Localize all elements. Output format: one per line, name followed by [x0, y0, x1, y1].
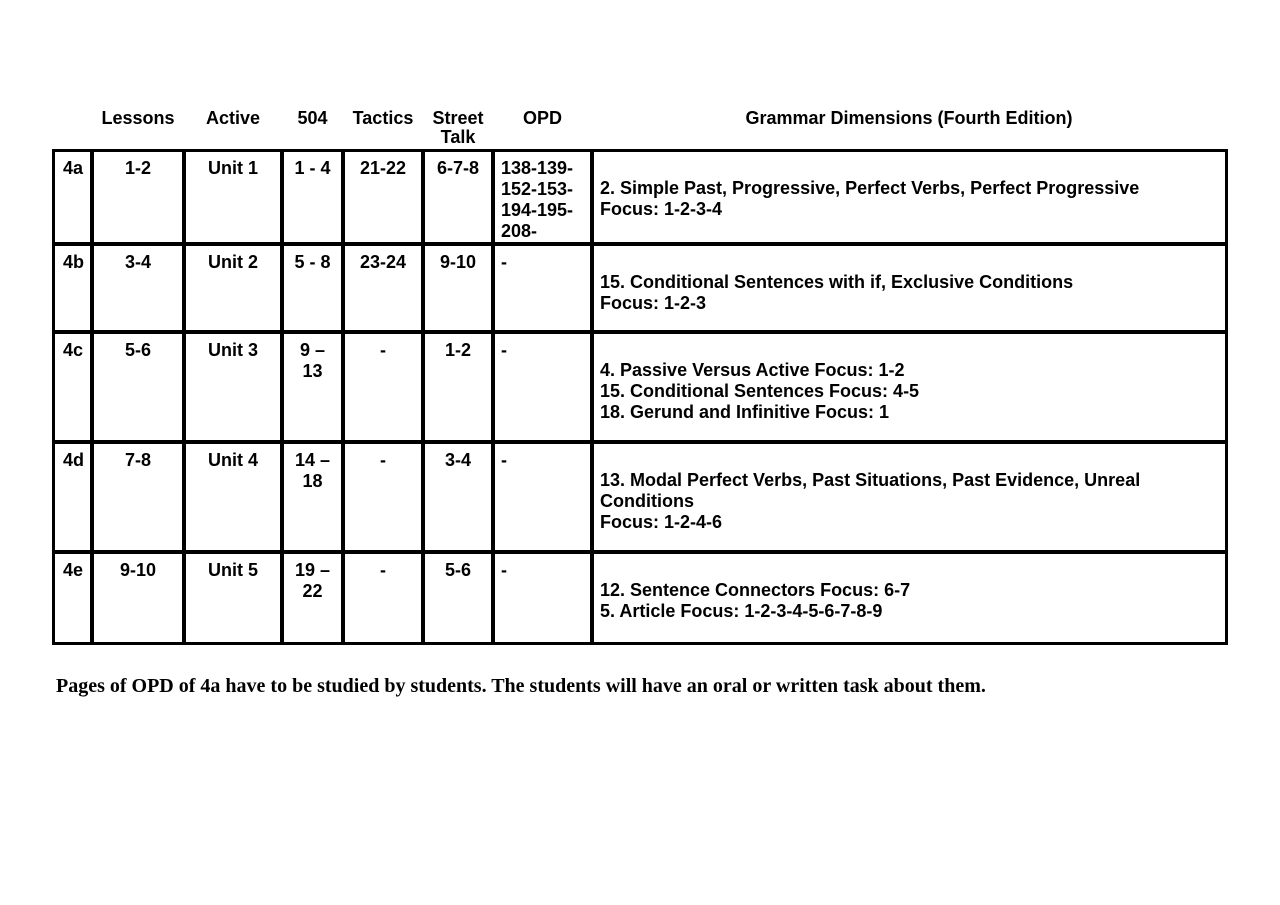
schedule-table [52, 149, 1228, 645]
header-504: 504 [297, 108, 328, 128]
c504-line: 19 – [294, 560, 331, 580]
c504-line: 9 – [299, 340, 326, 360]
header-active: Active [205, 108, 261, 128]
c504-line: 13 [302, 361, 323, 381]
lessons-cell: 5-6 [94, 334, 186, 444]
tactics-cell: 23-24 [345, 246, 425, 334]
grammar-line: Focus: 1-2-3 [600, 293, 707, 313]
street-talk-cell: 3-4 [425, 444, 495, 554]
lessons-cell: 3-4 [94, 246, 186, 334]
table-row [55, 554, 1225, 642]
opd-line: 138-139- [501, 158, 574, 178]
row-label-cell: 4e [55, 554, 94, 642]
header-lessons: Lessons [101, 108, 175, 128]
row-label-cell: 4d [55, 444, 94, 554]
grammar-line: 13. Modal Perfect Verbs, Past Situations, Past Evidence, Unreal Conditions [600, 470, 1141, 511]
street-talk-cell: 5-6 [425, 554, 495, 642]
header-street-talk [423, 108, 493, 148]
schedule-body [55, 152, 1225, 642]
grammar-line: 15. Conditional Sentences with if, Exclusive Conditions [600, 272, 1074, 292]
lessons-cell: 9-10 [94, 554, 186, 642]
lessons-cell: 7-8 [94, 444, 186, 554]
header-street-talk-line2: Talk [440, 127, 476, 147]
active-cell: Unit 1 [186, 152, 284, 246]
header-grammar-dimensions: Grammar Dimensions (Fourth Edition) [745, 108, 1073, 128]
grammar-line: 15. Conditional Sentences Focus: 4-5 [600, 381, 920, 401]
opd-line: 194-195- [501, 200, 574, 220]
opd-cell [495, 152, 594, 246]
opd-cell: - [495, 246, 594, 334]
opd-line: 152-153- [501, 179, 574, 199]
lessons-cell: 1-2 [94, 152, 186, 246]
grammar-cell [594, 334, 1225, 444]
opd-line: 208- [501, 221, 538, 241]
grammar-line: Focus: 1-2-4-6 [600, 512, 723, 532]
header-tactics: Tactics [352, 108, 414, 128]
c504-cell: 1 - 4 [284, 152, 345, 246]
tactics-cell: 21-22 [345, 152, 425, 246]
street-talk-cell: 6-7-8 [425, 152, 495, 246]
header-street-talk-line1: Street [432, 108, 484, 128]
active-cell: Unit 3 [186, 334, 284, 444]
c504-line: 18 [302, 471, 323, 491]
tactics-cell: - [345, 554, 425, 642]
row-label-cell: 4b [55, 246, 94, 334]
c504-cell: 5 - 8 [284, 246, 345, 334]
grammar-cell [594, 444, 1225, 554]
c504-cell [284, 554, 345, 642]
grammar-cell [594, 152, 1225, 246]
opd-cell: - [495, 444, 594, 554]
c504-cell [284, 444, 345, 554]
row-label-cell: 4a [55, 152, 94, 246]
grammar-line: 18. Gerund and Infinitive Focus: 1 [600, 402, 890, 422]
tactics-cell: - [345, 444, 425, 554]
table-row [55, 246, 1225, 334]
c504-cell [284, 334, 345, 444]
street-talk-cell: 1-2 [425, 334, 495, 444]
grammar-line: 4. Passive Versus Active Focus: 1-2 [600, 360, 905, 380]
c504-line: 22 [302, 581, 323, 601]
table-row [55, 152, 1225, 246]
table-row [55, 444, 1225, 554]
footnote: Pages of OPD of 4a have to be studied by students. The students will have an oral or written task about them. [56, 675, 986, 697]
active-cell: Unit 4 [186, 444, 284, 554]
header-opd: OPD [522, 108, 562, 128]
active-cell: Unit 2 [186, 246, 284, 334]
table-row [55, 334, 1225, 444]
grammar-line: 2. Simple Past, Progressive, Perfect Verbs, Perfect Progressive [600, 178, 1140, 198]
opd-cell: - [495, 334, 594, 444]
grammar-line: 12. Sentence Connectors Focus: 6-7 [600, 580, 911, 600]
grammar-line: Focus: 1-2-3-4 [600, 199, 723, 219]
row-label-cell: 4c [55, 334, 94, 444]
c504-line: 14 – [294, 450, 331, 470]
tactics-cell: - [345, 334, 425, 444]
opd-cell: - [495, 554, 594, 642]
grammar-cell [594, 246, 1225, 334]
grammar-cell [594, 554, 1225, 642]
active-cell: Unit 5 [186, 554, 284, 642]
grammar-line: 5. Article Focus: 1-2-3-4-5-6-7-8-9 [600, 601, 883, 621]
street-talk-cell: 9-10 [425, 246, 495, 334]
